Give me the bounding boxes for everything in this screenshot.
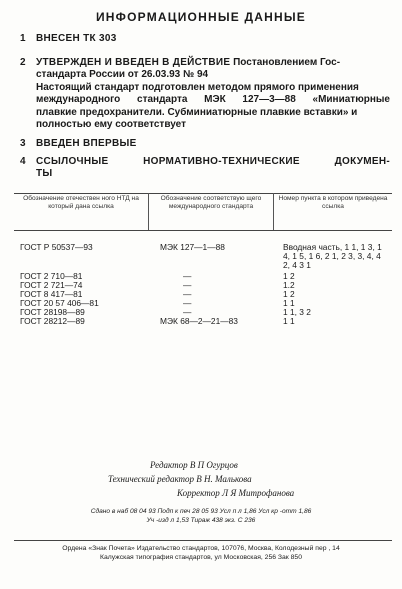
clause-cell: 1 2 [283,271,295,281]
ntd-cell: ГОСТ 28212—89 [20,316,85,326]
section-heading: ТЫ [36,168,53,180]
section-number: 3 [20,138,26,149]
clause-cell: 1 1 [283,316,295,326]
section-heading: ВВЕДЕН ВПЕРВЫЕ [36,138,137,149]
ntd-cell: ГОСТ Р 50537—93 [20,242,93,252]
ntd-cell: ГОСТ 28198—89 [20,307,85,317]
section-heading: ССЫЛОЧНЫЕ НОРМАТИВНО-ТЕХНИЧЕСКИЕ ДОКУМЕН- [36,156,390,167]
clause-cell: Вводная часть, 1 1, 1 3, 1 4, 1 5, 1 6, 2 1, 2 3, 3, 4, 4 2, 4 3 1 [283,242,382,271]
intl-cell: — [183,271,192,281]
table-header-rule [14,230,392,231]
print-info-line: Уч -изд л 1,53 Тираж 438 экз. С 236 [146,517,256,524]
clause-cell: 1 1, 3 2 [283,307,311,317]
ntd-cell: ГОСТ 2 710—81 [20,271,83,281]
intl-cell: МЭК 68—2—21—83 [160,316,238,326]
section-text: Настоящий стандарт подготовлен методом прямого применения [36,81,359,93]
corrector-credit: Корректор Л Я Митрофанова [177,488,295,498]
printer-line: Калужская типография стандартов, ул Московская, 256 Зак 850 [100,554,302,561]
table-column-rule [148,193,149,230]
section-heading: ВНЕСЕН ТК 303 [36,33,117,44]
tech-editor-credit: Технический редактор В Н. Малькова [108,474,252,484]
section-text: полностью ему соответствует [36,119,186,131]
intl-cell: МЭК 127—1—88 [160,242,225,252]
section-2 [20,57,390,131]
table-header-clause: Номер пункта в котором приведена ссылка [278,195,388,210]
section-1 [20,33,390,45]
page-title: ИНФОРМАЦИОННЫЕ ДАННЫЕ [95,10,307,24]
section-text: плавкие предохранители. Субминиатюрные плавкие вставки» и [36,106,358,118]
publisher-line: Ордена «Знак Почета» Издательство стандартов, 107076, Москва, Колодезный пер , 14 [62,545,340,552]
section-text: международного стандарта МЭК 127—3—88 «Миниатюрные [36,94,390,106]
table-header-intl: Обозначение соответствую щего международного стандарта [160,195,262,210]
clause-cell: 1 1 [283,298,295,308]
intl-cell: — [183,307,192,317]
clause-cell: 1.2 [283,280,295,290]
section-text: Постановлением Гос- [230,57,341,68]
section-number: 2 [20,57,26,68]
ntd-cell: ГОСТ 8 417—81 [20,289,83,299]
table-top-rule [14,193,392,194]
clause-cell: 1 2 [283,289,295,299]
editor-credit: Редактор В П Огурцов [150,460,238,470]
section-3 [20,138,390,150]
section-heading: УТВЕРЖДЕН И ВВЕДЕН В ДЕЙСТВИЕ [36,57,231,68]
table-column-rule [273,193,274,230]
section-number: 4 [20,156,26,167]
section-number: 1 [20,33,26,44]
footer-rule [14,540,392,541]
section-text: стандарта России от 26.03.93 № 94 [36,69,209,81]
table-header-ntd: Обозначение отечествен ного НТД на который дана ссылка [23,195,139,210]
print-info-line: Сдано в наб 08 04 93 Подп к печ 28 05 93 Усл п л 1,86 Усл кр -отт 1,86 [90,508,312,515]
intl-cell: — [183,280,192,290]
intl-cell: — [183,289,192,299]
intl-cell: — [183,298,192,308]
section-4 [20,156,390,181]
ntd-cell: ГОСТ 20 57 406—81 [20,298,99,308]
ntd-cell: ГОСТ 2 721—74 [20,280,83,290]
